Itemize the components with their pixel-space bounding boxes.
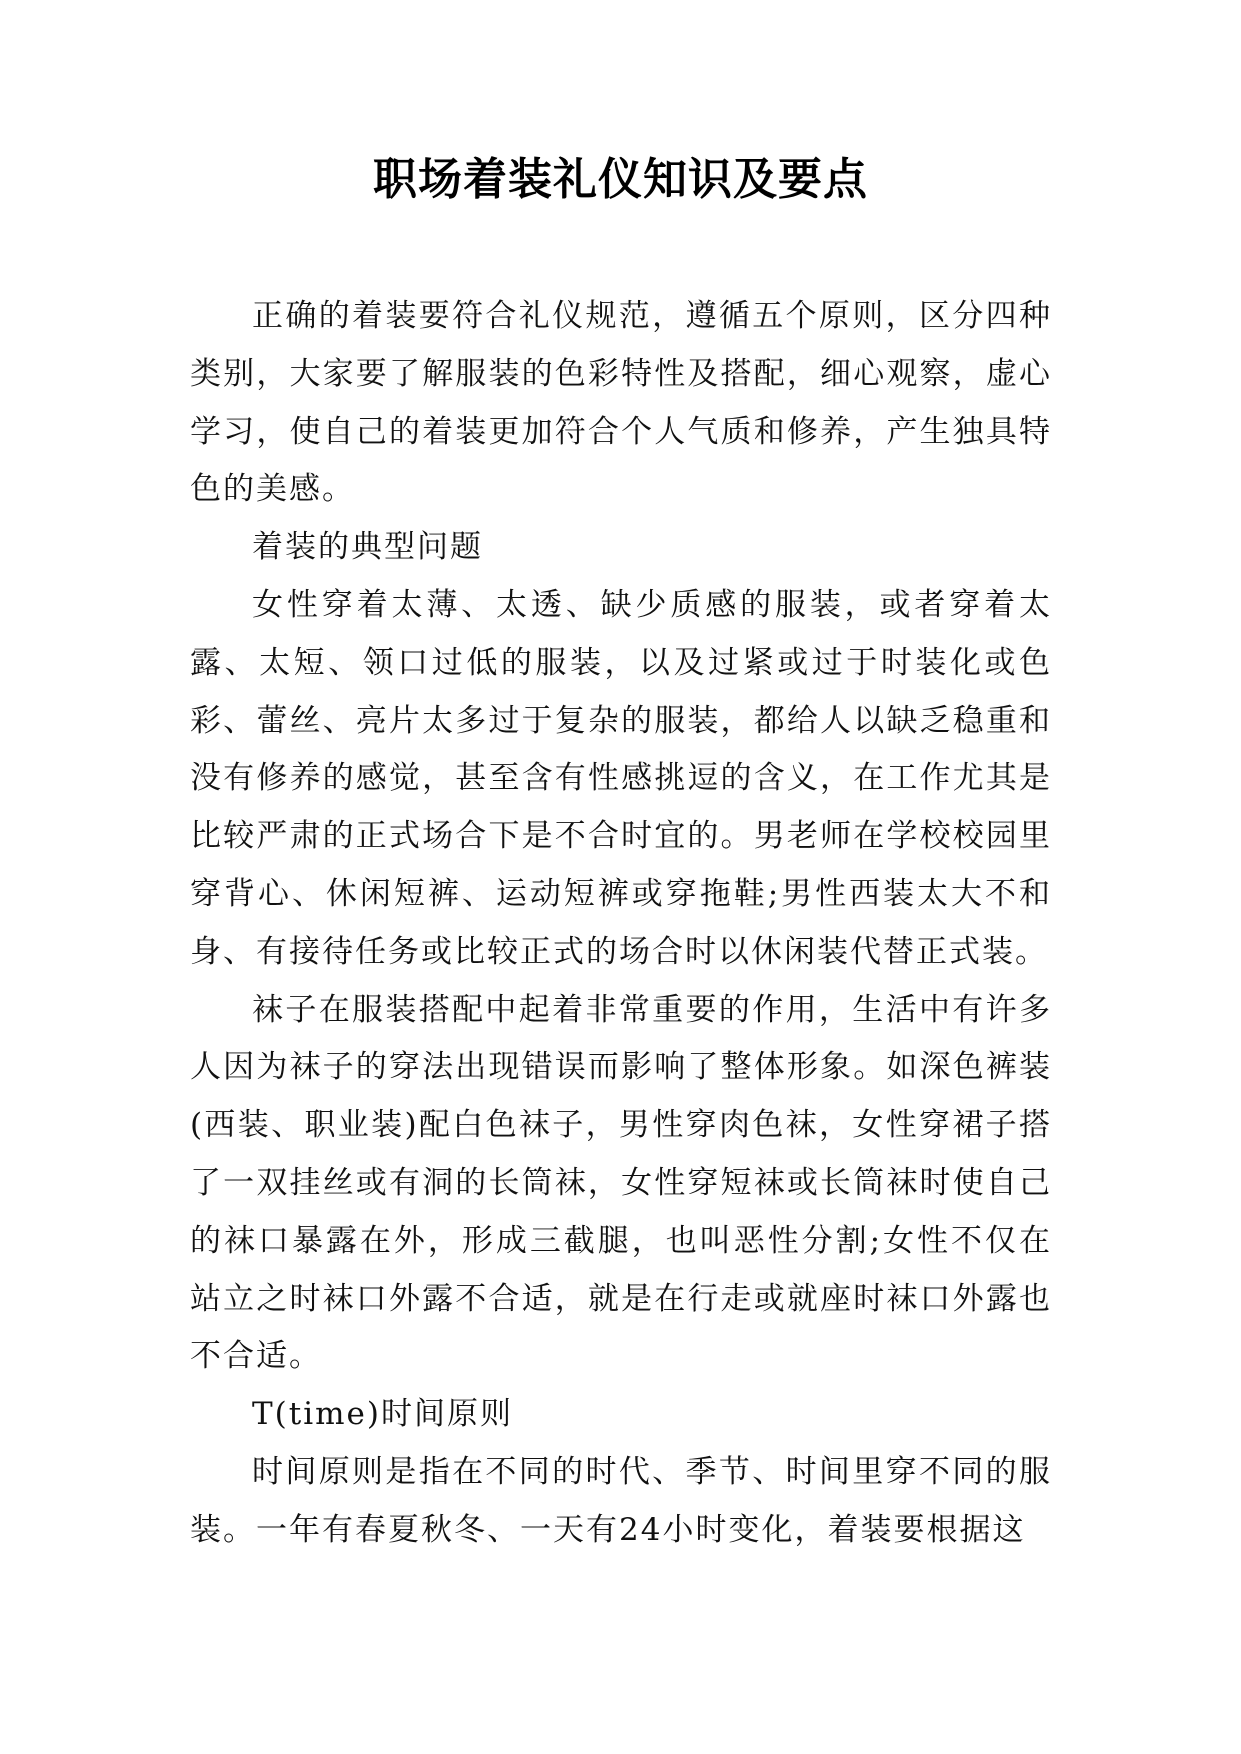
- section-heading-typical-problems: 着装的典型问题: [252, 529, 483, 566]
- page-title: 职场着装礼仪知识及要点: [373, 154, 868, 205]
- paragraph-clothing-problems: 女性穿着太薄、太透、缺少质感的服装，或者穿着太露、太短、领口过低的服装，以及过紧或过于时装化或色彩、蕾丝、亮片太多过于复杂的服装，都给人以缺乏稳重和没有修养的感觉，甚至含有性感挑逗的含义，在工作尤其是比较严肃的正式场合下是不合时宜的。男老师在学校校园里穿背心、休闲短裤、运动短裤或穿拖鞋;男性西装太大不和身、有接待任务或比较正式的场合时以休闲装代替正式装。: [190, 586, 1052, 970]
- document-body: [190, 288, 1052, 1560]
- paragraph-socks: 袜子在服装搭配中起着非常重要的作用，生活中有许多人因为袜子的穿法出现错误而影响了整体形象。如深色裤装(西装、职业装)配白色袜子，男性穿肉色袜，女性穿裙子搭了一双挂丝或有洞的长筒袜，女性穿短袜或长筒袜时使自己的袜口暴露在外，形成三截腿，也叫恶性分割;女性不仅在站立之时袜口外露不合适，就是在行走或就座时袜口外露也不合适。: [190, 991, 1052, 1375]
- intro-paragraph: 正确的着装要符合礼仪规范，遵循五个原则，区分四种类别，大家要了解服装的色彩特性及搭配，细心观察，虚心学习，使自己的着装更加符合个人气质和修养，产生独具特色的美感。: [190, 298, 1052, 508]
- paragraph-time-principle: 时间原则是指在不同的时代、季节、时间里穿不同的服装。一年有春夏秋冬、一天有24小时变化，着装要根据这: [190, 1453, 1052, 1548]
- section-heading-time-principle: T(time)时间原则: [252, 1396, 513, 1433]
